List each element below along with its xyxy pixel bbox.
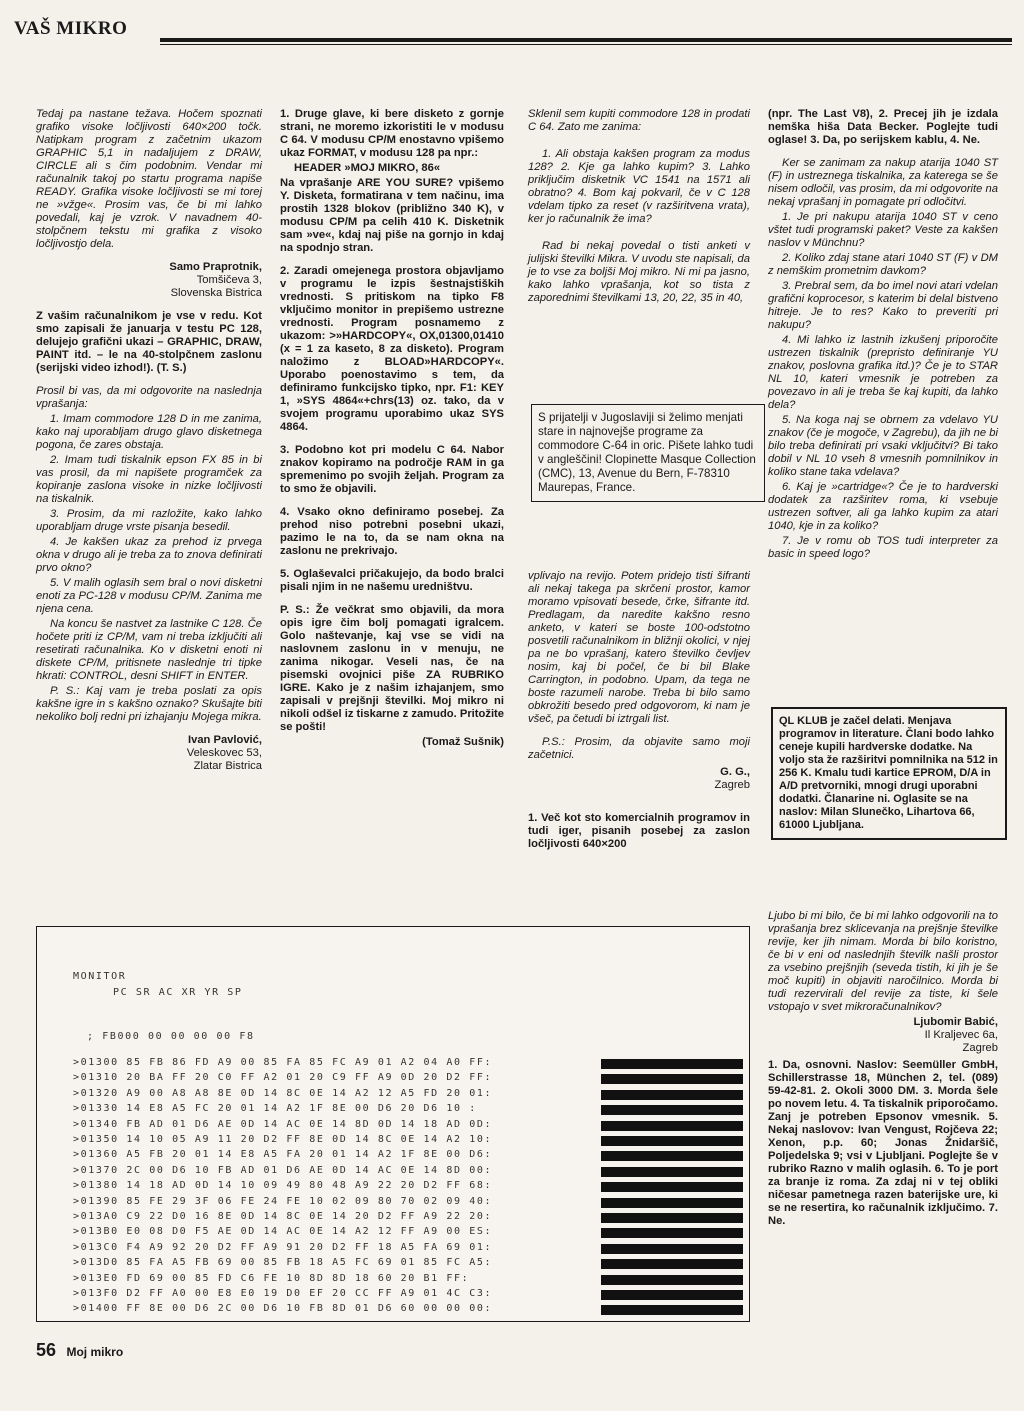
classified-box-cmc: S prijatelji v Jugoslaviji si želimo menjati stare in najnovejše programe za commodore C-64 in oric. Pišete lahko tudi v angleščini! Clopinette Masque Collection (CMC), 13, Avenue du Bern, F-78310 Maurepas, France. (531, 404, 765, 502)
hex-row-text: >01310 20 BA FF 20 C0 FF A2 01 20 C9 FF A9 0D 20 D2 FF: (73, 1072, 493, 1084)
answer-2: 2. Zaradi omejenega prostora objavljamo v programu le izpis šestnajstiških vrednosti. S pritiskom na tipko F8 vključimo monitor in prepišemo ustrezne vrednosti. Program posnamemo z ukazom: >»HARDCOPY«, OX,01300,01410 (x = 1 za kaseto, 8 za disketo). Program naložimo z BLOAD»HARDCOPY«. Uporabo poenostavimo s tem, da definiramo funkcijsko tipko, npr. F1: KEY 1, »SYS 4864«+chrs(13) oz. tako, da v svojem programu uporabimo ukaz SYS 4864. (280, 265, 504, 433)
hex-row-text: >013F0 D2 FF A0 00 E8 E0 19 D0 EF 20 CC FF A9 01 4C C3: (73, 1288, 493, 1299)
monitor-registers: PC SR AC XR YR SP (113, 987, 243, 998)
question: 7. Je v romu ob TOS tudi interpreter za basic in speed logo? (768, 535, 998, 560)
petscii-graphics (601, 1090, 743, 1100)
question: 3. Prosim, da mi razložite, kako lahko uporabljam druge vrste pisanja besedil. (36, 508, 262, 533)
petscii-graphics (601, 1244, 743, 1254)
monitor-title: MONITOR (73, 971, 127, 982)
hex-row-text: >01380 14 18 AD 0D 14 10 09 49 80 48 A9 22 20 D2 FF 68: (73, 1180, 493, 1192)
answer-ps: P. S.: Že večkrat smo objavili, da mora opis igre čim bolj pomagati igralcem. Golo naštevanje, kaj vse se vidi na naslovnem zaslonu in v menuju, ne zanima nikogar. Veseli nas, če na pisemski ovojnici piše ZA RUBRIKO IGRE. Kako je z našim izhajanjem, smo zapisali v prejšnji številki. Moj mikro ni nikoli odšel iz tiskarne z zamudo. Pritožite se pošti! (280, 604, 504, 733)
hex-row (73, 1057, 741, 1070)
hex-row-text: >01370 2C 00 D6 10 FB AD 01 D6 AE 0D 14 AC 0E 14 8D 00: (73, 1164, 493, 1176)
header-rule-thin (160, 44, 1012, 45)
hex-row (73, 1149, 741, 1162)
letter-text: vplivajo na revijo. Potem pridejo tisti šifranti ali nekaj takega pa skrčeni prostor, kamor moramo vpisovati besede, črke, šifrante itd. Predlagam, da naredite kakšno resno anketo, v kateri se boste 100-odstotno posvetili računalnikom in bližnji okolici, v njej pa ne bo vprašanj, katero številko čevljev nosim, kaj bi počel, če bi bil Blake Carrington, in podobno. Upam, da tega ne boste razumeli narobe. Treba bi bilo samo obkrožiti besedo pred odgovorom, ki nam je všeč, pa četudi bi iztrgali list. (528, 570, 750, 725)
hex-row-text: >01340 FB AD 01 D6 AE 0D 14 AC 0E 14 8D 0D 14 18 AD 0D: (73, 1118, 493, 1130)
hex-row (73, 1165, 741, 1178)
question: 6. Kaj je »cartridge«? Če je to hardverski dodatek za razširitev roma, ki vsebuje ustrezen softver, ali ga lahko kupim za atari 1040, kje in za koliko? (768, 481, 998, 532)
signature-address: Il Kraljevec 6a, (924, 1029, 998, 1041)
hex-row (73, 1211, 741, 1224)
letter-ps: P. S.: Kaj vam je treba poslati za opis kakšne igre in s kakšno oznako? Skušajte biti nekoliko bolj redni pri izhajanju Mojega mikra. (36, 685, 262, 723)
hex-row (73, 1242, 741, 1255)
answer-signature: (Tomaž Sušnik) (422, 736, 504, 748)
petscii-graphics (601, 1136, 743, 1146)
hex-row-text: >01360 A5 FB 20 01 14 E8 A5 FA 20 01 14 A2 1F 8E 00 D6: (73, 1149, 493, 1161)
answer-5: 5. Oglaševalci pričakujejo, da bodo bralci pisali njim in ne našemu uredništvu. (280, 568, 504, 593)
hex-row (73, 1196, 741, 1209)
hex-row (73, 1103, 741, 1116)
hex-row (73, 1303, 741, 1316)
signature-name: G. G., (720, 766, 750, 778)
hex-row (73, 1072, 741, 1085)
hex-row (73, 1119, 741, 1132)
monitor-listing (36, 926, 750, 1322)
page-header (14, 14, 1012, 44)
hex-row-text: >013C0 F4 A9 92 20 D2 FF A9 91 20 D2 FF 18 A5 FA 69 01: (73, 1241, 493, 1253)
hex-row (73, 1226, 741, 1239)
section-title: VAŠ MIKRO (14, 18, 128, 39)
hex-row-text: >01300 85 FB 86 FD A9 00 85 FA 85 FC A9 01 A2 04 A0 FF: (73, 1057, 493, 1068)
signature-city: Slovenska Bistrica (170, 287, 262, 299)
editor-answer: 1. Več kot sto komercialnih programov in tudi iger, pisanih posebej za zaslon ločljivosti 640×200 (528, 812, 750, 850)
petscii-graphics (601, 1105, 743, 1115)
question: 4. Mi lahko iz lastnih izkušenj priporočite ustrezen tiskalnik (prepristo definiranje YU znakov, poslovna grafika itd.)? Če je to STAR NL 10, kateri vmesnik je potreben za povezavo in ali je treba še kaj kupiti, da lahko dela? (768, 334, 998, 411)
signature (36, 261, 262, 300)
editor-answer: Z vašim računalnikom je vse v redu. Kot smo zapisali že januarja v testu PC 128, delujejo grafični ukazi – GRAPHIC, DRAW, PAINT itd. – le na 40-stolpčnem zaslonu (serijski video izhod!). (T. S.) (36, 310, 262, 374)
answer-3: 3. Podobno kot pri modelu C 64. Nabor znakov kopiramo na področje RAM in ga spremenimo po svojih željah. Program za to smo že objavili. (280, 444, 504, 495)
letter-text: Prosil bi vas, da mi odgovorite na naslednja vprašanja: (36, 385, 262, 410)
petscii-graphics (601, 1259, 743, 1269)
petscii-graphics (601, 1121, 743, 1131)
answer-1: 1. Druge glave, ki bere disketo z gornje strani, ne moremo izkoristiti le v modusu C 64. V modusu CP/M enostavno vpišemo ukaz FORMAT, v modusu 128 pa npr.: (280, 108, 504, 159)
hex-row-text: >01390 85 FE 29 3F 06 FE 24 FE 10 02 09 80 70 02 09 40: (73, 1195, 493, 1207)
answer-1-cont: Na vprašanje ARE YOU SURE? vpišemo Y. Disketa, formatirana v tem načinu, ima prostih 1328 blokov (približno 340 K), v modusu CP/M pa celih 410 K. Disketnik sam »ve«, kdaj naj piše na gornjo in kdaj na spodnjo stran. (280, 177, 504, 254)
question: 5. Na koga naj se obrnem za vdelavo YU znakov (če je mogoče, v Zagrebu), da jih ne bi bilo treba definirati pri vsaki vključitvi? Bi tako dobil v NL 10 vseh 8 vmesnih pomnilnikov in koliko stane taka vdelava? (768, 414, 998, 478)
column-2 (280, 108, 504, 759)
hex-row-text: >01320 A9 00 A8 A8 8E 0D 14 8C 0E 14 A2 12 A5 FD 20 01: (73, 1087, 493, 1099)
hex-row (73, 1257, 741, 1270)
hex-row (73, 1134, 741, 1147)
question: 2. Koliko zdaj stane atari 1040 ST (F) v DM z nemškim prometnim davkom? (768, 252, 998, 277)
hex-row (73, 1180, 741, 1193)
petscii-graphics (601, 1290, 743, 1300)
answer-4: 4. Vsako okno definiramo posebej. Za prehod niso potrebni posebni ukazi, pazimo le na to, da se nam okna na zaslonu ne prekrivajo. (280, 506, 504, 557)
hex-row-text: >01330 14 E8 A5 FC 20 01 14 A2 1F 8E 00 D6 20 D6 10 : (73, 1103, 477, 1115)
petscii-graphics (601, 1167, 743, 1177)
column-3-bottom (528, 570, 750, 861)
letter-text: Ker se zanimam za nakup atarija 1040 ST (F) in ustreznega tiskalnika, za katerega se še nisem odločil, vas prosim, da mi odgovorite na nekaj vprašanj in pomagate pri odločitvi. (768, 157, 998, 208)
magazine-name: Moj mikro (66, 1345, 124, 1359)
petscii-graphics (601, 1182, 743, 1192)
petscii-graphics (601, 1213, 743, 1223)
letter-ps: P.S.: Prosim, da objavite samo moji začetnici. (528, 736, 750, 761)
signature-name: Ljubomir Babić, (913, 1016, 998, 1028)
letter-text: Na koncu še nastvet za lastnike C 128. Če hočete priti iz CP/M, vam ni treba izključiti ali resetirati računalnika. Ko v disketni enoti ni diskete CP/M, pritisnete naslednje tri tipke hkrati: CONTROL, desni SHIFT in ENTER. (36, 618, 262, 682)
page-number: 56 (36, 1340, 57, 1360)
page-footer (36, 1340, 123, 1361)
letter-text: Tedaj pa nastane težava. Hočem spoznati grafiko visoke ločljivosti 640×200 točk. Natipkam program z začetnim ukazom GRAPHIC 5,1 in nadaljujem z DRAW, CIRCLE ali s čim podobnim. Vendar mi računalnik takoj po startu programa napiše READY. Grafika visoke ločljivosti se mi torej ne »vžge«. Prosim vas, če bi mi lahko povedali, kaj je vzrok. V navadnem 40-stolpčnem tekstu mi grafika z visoko ločljivostjo dela. (36, 108, 262, 250)
hex-row-text: >013B0 E0 08 D0 F5 AE 0D 14 AC 0E 14 A2 12 FF A9 00 ES: (73, 1226, 493, 1238)
column-1 (36, 108, 262, 783)
signature (768, 1016, 998, 1055)
header-rule (160, 38, 1012, 42)
petscii-graphics (601, 1275, 743, 1285)
signature (528, 766, 750, 792)
petscii-graphics (601, 1198, 743, 1208)
column-3-top (528, 108, 750, 315)
hex-row-text: >01400 FF 8E 00 D6 2C 00 D6 10 FB 8D 01 D6 60 00 00 00: (73, 1303, 493, 1315)
letter-text: Ljubo bi mi bilo, če bi mi lahko odgovorili na to vprašanja brez sklicevanja na prejšnje številke revije, ker jih nimam. Morda bi bilo koristno, če bi v eni od naslednjih številk našli prostor za vsebino prejšnjih (seveda tistih, ki jih je še moč kupiti) in objaviti naročilnico. Morda bi tudi rezervirali del revije za tiste, ki šele vstopajo v svet mikroračunalnikov? (768, 910, 998, 1013)
answer-1-command: HEADER »MOJ MIKRO, 86« (294, 162, 441, 174)
hex-row (73, 1273, 741, 1286)
editor-answer-cont: (npr. The Last V8), 2. Precej jih je izdala nemška hiša Data Becker. Poglejte tudi oglase! 3. Da, po serijskem kablu, 4. Ne. (768, 108, 998, 146)
signature-city: Zlatar Bistrica (193, 760, 262, 772)
petscii-graphics (601, 1074, 743, 1084)
signature-address: Tomšičeva 3, (196, 274, 262, 286)
hex-row-text: >01350 14 10 05 A9 11 20 D2 FF 8E 0D 14 8C 0E 14 A2 10: (73, 1134, 493, 1145)
hex-row-text: >013A0 C9 22 D0 16 8E 0D 14 8C 0E 14 20 D2 FF A9 22 20: (73, 1211, 493, 1222)
question: 2. Imam tudi tiskalnik epson FX 85 in bi vas prosil, da mi napišete programček za kopiranje zaslona visoke in nizke ločljivosti na tiskalnik. (36, 454, 262, 505)
hex-row (73, 1288, 741, 1301)
hex-row (73, 1088, 741, 1101)
question: 5. V malih oglasih sem bral o novi disketni enoti za PC-128 v modusu CP/M. Zanima me njena cena. (36, 577, 262, 615)
hex-row-text: >013D0 85 FA A5 FB 69 00 85 FB 18 A5 FC 69 01 85 FC A5: (73, 1257, 493, 1269)
monitor-register-values: ; FB000 00 00 00 00 F8 (87, 1031, 255, 1042)
letter-questions: 1. Ali obstaja kakšen program za modus 128? 2. Kje ga lahko kupim? 3. Lahko priključim disketnik VC 1541 na 1571 ali obratno? 4. Bom kaj pokvaril, če v C 128 vdelam tipko za reset (v razširitvena vrata), ker jo računalnik že ima? (528, 148, 750, 225)
letter-text: Sklenil sem kupiti commodore 128 in prodati C 64. Zato me zanima: (528, 108, 750, 133)
signature-city: Zagreb (714, 779, 750, 791)
question: 3. Prebral sem, da bo imel novi atari vdelan grafični koprocesor, s katerim bi delal bistveno hitreje. Je to res? Kako to preveriti pri nakupu? (768, 280, 998, 331)
editor-answer: 1. Da, osnovni. Naslov: Seemüller GmbH, Schillerstrasse 18, München 2, tel. (089) 59-42-81. 2. Okoli 3000 DM. 3. Morda šele po novem letu. 4. Ta tiskalnik priporočamo. Zanj je potreben Epsonov vmesnik. 5. Nekaj naslovov: Ivan Vengust, Rojčeva 22; Xenon, p.p. 60; Jonas Žnidaršič, Poljedelska 9; vsi v Ljubljani. Poglejte še v rubriko Razno v malih oglasih. 6. To je port za branje iz roma. Za zdaj ni v tej obliki ničesar pametnega razen baterijske ure, ki se ne resertira, ko računalnik izključimo. 7. Ne. (768, 1059, 998, 1227)
question: 1. Je pri nakupu atarija 1040 ST v ceno vštet tudi programski paket? Veste za kakšen naslov v Münchnu? (768, 211, 998, 249)
letter-text: Rad bi nekaj povedal o tisti anketi v julijski številki Mikra. V uvodu ste napisali, da je to vse za boljši Moj mikro. Ni mi pa jasno, kako lahko vprašanja, kot so tista z zaporednimi številkami 13, 20, 22, 35 in 40, (528, 240, 750, 304)
question: 4. Je kakšen ukaz za prehod iz prvega okna v drugo ali je treba za to znova definirati prvo okno? (36, 536, 262, 574)
column-4-top (768, 108, 998, 571)
column-4-bottom (768, 910, 998, 1238)
petscii-graphics (601, 1151, 743, 1161)
petscii-graphics (601, 1305, 743, 1315)
question: 1. Imam commodore 128 D in me zanima, kako naj uporabljam drugo glavo disketnega pogona, če zares obstaja. (36, 413, 262, 451)
petscii-graphics (601, 1228, 743, 1238)
hex-row-text: >013E0 FD 69 00 85 FD C6 FE 10 8D 8D 18 60 20 B1 FF: (73, 1272, 470, 1284)
signature (36, 734, 262, 773)
petscii-graphics (601, 1059, 743, 1069)
signature-city: Zagreb (962, 1042, 998, 1054)
signature-address: Veleskovec 53, (186, 747, 262, 759)
classified-box-ql-klub: QL KLUB je začel delati. Menjava programov in literature. Člani bodo lahko ceneje kupili hardverske dodatke. Na voljo sta že razširitvi pomnilnika na 512 in 256 K. Kmalu tudi kartice EPROM, D/A in A/D pretvorniki, mnogi drugi uporabni dodatki. Članarine ni. Oglasite se na naslov: Milan Slunečko, Lihartova 66, 61000 Ljubljana. (771, 707, 1007, 840)
signature-name: Samo Praprotnik, (169, 261, 262, 273)
signature-name: Ivan Pavlović, (187, 734, 262, 746)
